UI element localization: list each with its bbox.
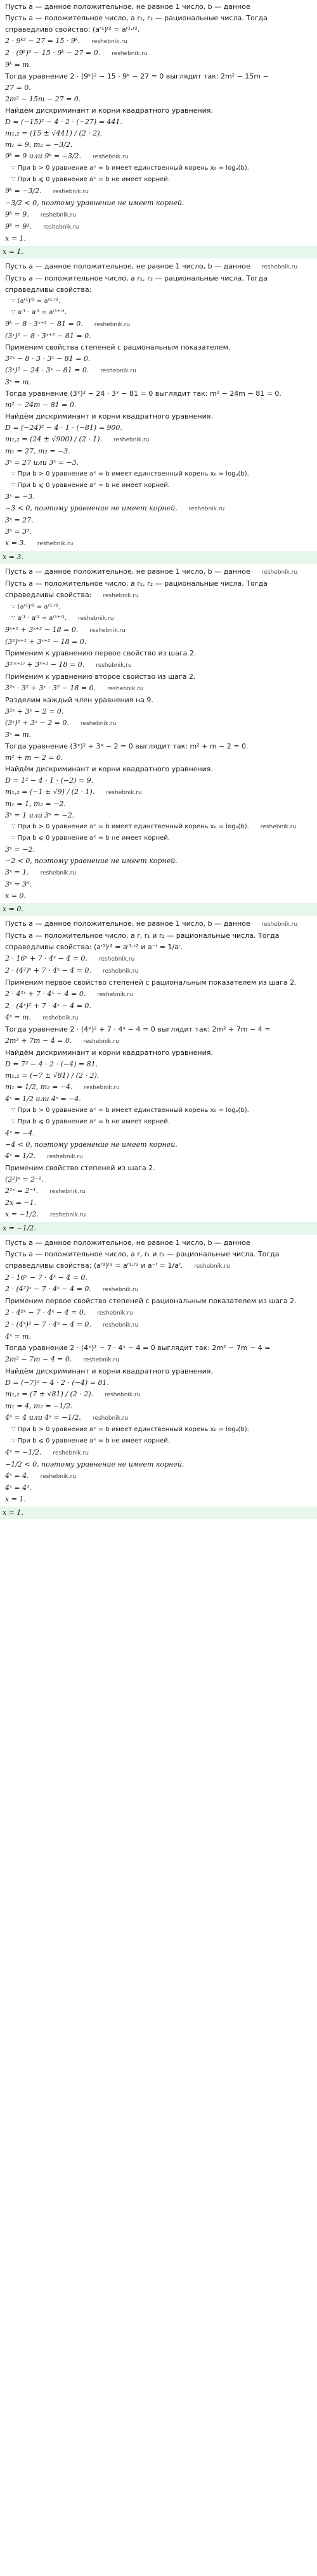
math-line [5,366,312,376]
line-text: справедливы свойства: (aʳ¹)ʳ² = aʳ¹·ʳ² и a⁻ʳ = 1/aʳ. [5,1261,183,1270]
math-line [5,990,312,999]
math-line [5,447,312,456]
text-line [5,931,312,940]
line-text: 2 · 16ˣ − 7 · 4ˣ − 4 = 0. [5,1273,87,1282]
line-text: 2 · 16ˣ + 7 · 4ˣ − 4 = 0. [5,954,87,963]
math-line [5,731,312,740]
text-line [5,696,312,705]
line-text: Найдём дискриминант и корни квадратного уравнения. [5,106,213,115]
watermark-text: reshebnik.ru [102,1322,139,1329]
watermark-text: reshebnik.ru [102,1287,139,1293]
text-line [5,412,312,421]
line-text: Пусть a — данное положительное, не равное 1 число, b — данное [5,919,250,928]
line-text: (2²)ˣ = 2⁻¹. [5,1175,44,1184]
line-text: x = 3. [3,553,23,561]
line-text: ∵ При b ⩽ 0 уравнение aˣ = b не имеет корней. [11,482,170,489]
math-line [5,1083,312,1092]
watermark-text: reshebnik.ru [92,1415,129,1422]
line-text: 2 · 4²ˣ + 7 · 4ˣ − 4 = 0. [5,990,86,998]
math-line [5,199,312,208]
line-text: m₁,₂ = (15 ± √441) / (2 · 2). [5,129,103,137]
math-line [5,61,312,70]
line-text: m₁ = 1, m₂ = −2. [5,800,66,808]
line-text: 2x = −1. [5,1199,37,1207]
hint-line [5,164,312,173]
hint-line [5,1106,312,1115]
line-text: m₁ = 1/2, m₂ = −4. [5,1083,73,1091]
watermark-text: reshebnik.ru [98,956,135,963]
math-line [5,1402,312,1411]
line-text: Пусть a — данное положительное, не равное 1 число, b — данное [5,262,250,270]
line-text: 4ˣ = 4 или 4ˣ = −1/2. [5,1413,81,1422]
line-text: D = (−15)² − 4 · 2 · (−27) = 441. [5,118,122,126]
line-text: 4ˣ = −1/2. [5,1448,42,1456]
watermark-text: reshebnik.ru [37,541,74,547]
math-line [5,378,312,387]
watermark-text: reshebnik.ru [93,154,129,160]
line-text: m² − 24m − 81 = 0. [5,401,77,409]
text-line [5,262,312,272]
math-line [5,1320,312,1330]
watermark-text: reshebnik.ru [89,628,126,634]
line-text: D = (−7)² − 4 · 2 · (−4) = 81. [5,1379,109,1387]
line-text: Применим к уравнению первое свойство из шага 2. [5,649,197,657]
line-text: ∵ При b > 0 уравнение aˣ = b имеет единственный корень x₀ = logₐ(b). [11,165,249,172]
watermark-text: reshebnik.ru [261,264,298,270]
line-text: Применим свойства степеней с рациональным показателем. [5,343,231,351]
watermark-text: reshebnik.ru [83,1039,119,1045]
line-text: 3ˣ = 1. [5,868,29,876]
line-text: Пусть a — данное положительное, не равное 1 число, b — данное [5,567,250,576]
math-line [5,1472,312,1481]
watermark-text: reshebnik.ru [49,1189,86,1195]
line-text: m₁,₂ = (−1 ± √9) / (2 · 1). [5,788,95,796]
math-line [5,527,312,536]
line-text: Применим первое свойство степеней с рациональным показателем из шага 2. [5,1297,297,1305]
text-line [5,25,312,34]
math-line [5,84,312,92]
line-text: −3 < 0, поэтому уравнение не имеет корней. [5,504,178,512]
line-text: 3²ˣ · 3² + 3ˣ · 3² − 18 = 0. [5,684,96,692]
hint-line [5,614,312,623]
watermark-text: reshebnik.ru [261,569,298,576]
math-line [5,435,312,445]
watermark-text: reshebnik.ru [43,224,79,230]
line-text: 4ˣ = 1/2 или 4ˣ = −4. [5,1095,81,1103]
line-text: Разделим каждый член уравнения на 9. [5,696,153,704]
line-text: ∵ При b > 0 уравнение aˣ = b имеет единственный корень x₀ = logₐ(b). [11,1426,249,1433]
line-text: Тогда уравнение 2 · (9ᵏ)² − 15 · 9ᵏ − 27 = 0 выглядит так: 2m² − 15m − [5,72,269,80]
watermark-text: reshebnik.ru [49,1212,86,1218]
math-line [5,1210,312,1220]
hint-line [5,175,312,184]
text-line [5,72,312,81]
math-line [5,424,312,432]
math-line [5,880,312,889]
math-line [5,1140,312,1149]
line-text: Применим свойство степеней из шага 2. [5,1164,155,1172]
math-line [5,626,312,635]
watermark-text: reshebnik.ru [112,51,148,57]
math-line [5,788,312,797]
text-line [5,765,312,774]
watermark-text: reshebnik.ru [80,721,117,727]
line-text: справедливо свойство: (aʳ¹)ʳ² = aʳ¹·ʳ². [5,25,140,34]
line-text: 9ᵏ = m. [5,61,32,69]
line-text: (3²)ˣ⁺¹ + 3ˣ⁺² − 18 = 0. [5,638,87,646]
text-line [5,919,312,929]
line-text: 3ˣ = 3³. [5,527,32,536]
math-line [5,1187,312,1196]
line-text: m₁,₂ = (7 ± √81) / (2 · 2). [5,1390,94,1398]
line-text: x = −1/2. [5,1210,39,1218]
line-text: 2 · (4ˣ)² − 7 · 4ˣ − 4 = 0. [5,1320,91,1329]
hint-line [5,297,312,306]
watermark-text: reshebnik.ru [97,992,133,998]
math-line [5,719,312,728]
watermark-text: reshebnik.ru [53,189,89,195]
line-text: 2m² − 7m − 4 = 0. [5,1355,72,1363]
line-text: ∵ aʳ¹ · aʳ² = aʳ¹⁺ʳ². [11,615,67,622]
watermark-text: reshebnik.ru [261,921,298,928]
line-text: Пусть a — положительное число, а r, r₁ и r₂ — рациональные числа. Тогда [5,931,280,940]
line-text: Найдём дискриминант и корни квадратного уравнения. [5,412,213,420]
text-line [5,742,312,751]
answer-line [0,1222,317,1235]
line-text: 2 · (4ˣ)² + 7 · 4ˣ − 4 = 0. [5,1002,91,1010]
line-text: ∵ При b ⩽ 0 уравнение aˣ = b не имеет корней. [11,176,170,183]
line-text: ∵ (aʳ¹)ʳ² = aʳ¹·ʳ². [11,603,61,610]
watermark-text: reshebnik.ru [40,212,77,218]
line-text: 2 · 9ᵏ² − 27 = 15 · 9ᵏ. [5,37,81,45]
line-text: 2 · 4²ˣ − 7 · 4ˣ − 4 = 0. [5,1308,86,1316]
line-text: 3²ˣ + 3ˣ − 2 = 0. [5,707,64,716]
math-line [5,892,312,900]
text-line [5,943,312,952]
line-text: справедливы свойства: [5,286,92,294]
math-line [5,1013,312,1023]
line-text: (3ˣ)² − 24 · 3ˣ − 81 = 0. [5,366,89,374]
line-text: ∵ При b ⩽ 0 уравнение aˣ = b не имеет корней. [11,835,170,842]
math-line [5,222,312,232]
watermark-text: reshebnik.ru [102,968,139,975]
line-text: 9ᵏ = −3/2. [5,187,42,195]
line-text: Тогда уравнение 2 · (4ˣ)² − 7 · 4ˣ − 4 = 0 выглядит так: 2m² − 7m − 4 = [5,1344,271,1352]
text-line [5,286,312,294]
line-text: 3²ˣ − 8 · 3 · 3ˣ − 81 = 0. [5,355,91,363]
line-text: (3ˣ)² − 8 · 3ˣ⁺² − 81 = 0. [5,332,91,340]
math-line [5,1448,312,1458]
line-text: D = 1² − 4 · 1 · (−2) = 9. [5,776,94,785]
text-line [5,3,312,11]
line-text: D = (−24)² − 4 · 1 · (−81) = 900. [5,424,122,432]
math-line [5,401,312,410]
line-text: Пусть a — положительное число, а r, r₁ и r₂ — рациональные числа. Тогда [5,1250,280,1258]
math-line [5,1285,312,1294]
math-line [5,954,312,964]
line-text: Тогда уравнение (3ˣ)² + 3ˣ − 2 = 0 выглядит так: m² + m − 2 = 0. [5,742,249,750]
math-line [5,845,312,854]
line-text: ∵ При b ⩽ 0 уравнение aˣ = b не имеет корней. [11,1437,170,1444]
line-text: Найдём дискриминант и корни квадратного уравнения. [5,1367,213,1375]
watermark-text: reshebnik.ru [260,824,297,830]
math-line [5,811,312,820]
text-line [5,672,312,681]
line-text: ∵ aʳ¹ · aʳ² = aʳ¹⁺ʳ². [11,309,67,316]
watermark-text: reshebnik.ru [83,1357,119,1363]
math-line [5,868,312,878]
answer-line [0,551,317,564]
hint-line [5,470,312,479]
math-line [5,234,312,243]
text-line [5,1239,312,1247]
line-text: m₁,₂ = (24 ± √900) / (2 · 1). [5,435,103,443]
hint-line [5,603,312,612]
text-line [5,1367,312,1376]
math-line [5,129,312,138]
watermark-text: reshebnik.ru [105,1392,141,1398]
line-text: ∵ (aʳ¹)ʳ² = aʳ¹·ʳ². [11,298,61,305]
math-line [5,210,312,220]
watermark-text: reshebnik.ru [94,322,131,328]
line-text: 9ᵏ − 8 · 3ˣ⁺² − 81 = 0. [5,320,83,328]
line-text: x = 0. [5,892,26,900]
math-line [5,355,312,363]
math-line [5,95,312,104]
line-text: 3ˣ = −2. [5,845,35,854]
line-text: m² + m − 2 = 0. [5,754,63,762]
line-text: x = 0. [3,905,23,913]
line-text: 3ˣ = −3. [5,493,35,501]
line-text: 3ˣ = 3⁰. [5,880,32,888]
watermark-text: reshebnik.ru [91,39,127,45]
line-text: 2²ˣ = 2⁻¹. [5,1187,39,1195]
line-text: 2m² + 7m − 4 = 0. [5,1037,72,1045]
line-text: Применим первое свойство степеней с рациональным показателем из шага 2. [5,978,297,987]
watermark-text: reshebnik.ru [40,1474,76,1480]
math-line [5,37,312,46]
line-text: 2 · (4²)ˣ − 7 · 4ˣ − 4 = 0. [5,1285,91,1293]
hint-line [5,1437,312,1446]
hint-line [5,481,312,490]
line-text: 2 · (9ᵏ)² − 15 · 9ᵏ − 27 = 0. [5,49,101,57]
math-line [5,504,312,514]
hint-line [5,823,312,831]
line-text: ∵ При b > 0 уравнение aˣ = b имеет единственный корень x₀ = logₐ(b). [11,470,249,477]
math-line [5,1060,312,1069]
line-text: −2 < 0, поэтому уравнение не имеет корней. [5,857,178,865]
line-text: Пусть a — положительное число, а r₁, r₂ — рациональные числа. Тогда [5,14,268,22]
math-line [5,1002,312,1011]
line-text: D = 7² − 4 · 2 · (−4) = 81. [5,1060,98,1068]
watermark-text: reshebnik.ru [47,1154,83,1160]
line-text: −1/2 < 0, поэтому уравнение не имеет корней. [5,1460,184,1468]
line-text: x = 1. [3,248,23,256]
line-text: m₁ = 4, m₂ = −1/2. [5,1402,73,1410]
answer-line [0,246,317,258]
line-text: Пусть a — положительное число, а r₁, r₂ — рациональные числа. Тогда [5,274,268,282]
watermark-text: reshebnik.ru [107,686,143,692]
math-line [5,49,312,58]
line-text: x = −1/2. [3,1224,36,1232]
math-line [5,707,312,716]
watermark-text: reshebnik.ru [97,1310,133,1316]
watermark-text: reshebnik.ru [96,662,132,669]
text-line [5,567,312,577]
line-text: справедливы свойства: (aʳ¹)ʳ² = aʳ¹·ʳ² и a⁻ʳ = 1/aʳ. [5,943,183,951]
math-line [5,516,312,525]
math-line [5,1332,312,1341]
text-line [5,274,312,283]
math-line [5,857,312,866]
text-line [5,1049,312,1058]
watermark-text: reshebnik.ru [194,1263,230,1270]
line-text: x = 1. [3,1508,23,1517]
line-text: x = 3. [5,539,26,547]
line-text: ∵ При b > 0 уравнение aˣ = b имеет единственный корень x₀ = logₐ(b). [11,1107,249,1114]
math-line [5,1495,312,1504]
math-line [5,966,312,976]
line-text: 3ˣ = m. [5,378,32,386]
math-line [5,320,312,329]
line-text: 3ˣ = 27. [5,516,34,524]
line-text: 3²⁽ˣ⁺¹⁾ + 3ˣ⁺² − 18 = 0. [5,660,85,669]
answer-line [0,1506,317,1519]
watermark-text: reshebnik.ru [53,1450,89,1456]
text-line [5,1297,312,1306]
math-line [5,1484,312,1493]
line-text: 3ˣ = 27 или 3ˣ = −3. [5,458,79,467]
text-line [5,1250,312,1259]
math-line [5,493,312,502]
line-text: Пусть a — данное положительное, не равное 1 число, b — данное [5,3,250,11]
math-line [5,1095,312,1104]
math-line [5,1413,312,1423]
math-line [5,1152,312,1161]
line-text: 9ᵏ = 9. [5,210,29,218]
line-text: m₁ = 9, m₂ = −3/2. [5,141,73,149]
line-text: m₁,₂ = (−7 ± √81) / (2 · 2). [5,1071,100,1080]
math-line [5,1390,312,1399]
text-line [5,1025,312,1034]
line-text: 4ˣ = m. [5,1332,32,1341]
text-line [5,579,312,588]
line-text: 2 · (4²)ˣ + 7 · 4ˣ − 4 = 0. [5,966,91,975]
math-line [5,754,312,762]
line-text: справедливы свойства: [5,591,92,599]
math-line [5,638,312,647]
line-text: 4ˣ = −4. [5,1129,35,1137]
text-line [5,978,312,987]
answer-line [0,903,317,916]
line-text: Пусть a — положительное число, а r₁, r₂ — рациональные числа. Тогда [5,579,268,588]
line-text: 4ˣ = 4¹. [5,1484,32,1492]
text-line [5,106,312,115]
line-text: 27 = 0. [5,84,31,92]
math-line [5,1460,312,1469]
line-text: 4ˣ = 1/2. [5,1152,36,1160]
text-line [5,14,312,23]
math-line [5,1071,312,1080]
watermark-text: reshebnik.ru [188,506,225,512]
line-text: −4 < 0, поэтому уравнение не имеет корней. [5,1140,178,1149]
line-text: 3ˣ = 1 или 3ˣ = −2. [5,811,75,819]
line-text: Пусть a — данное положительное, не равное 1 число, b — данное [5,1239,250,1247]
line-text: x = 1. [5,1495,26,1503]
math-line [5,1129,312,1138]
text-line [5,343,312,352]
math-line [5,1308,312,1318]
math-line [5,684,312,693]
line-text: Применим к уравнению второе свойство из шага 2. [5,672,196,681]
line-text: 9ᵏ = 9¹. [5,222,32,230]
math-line [5,800,312,809]
math-line [5,1175,312,1184]
hint-line [5,1425,312,1434]
hint-line [5,1118,312,1127]
watermark-text: reshebnik.ru [42,1015,79,1021]
line-text: 2m² − 15m − 27 = 0. [5,95,81,103]
text-line [5,591,312,600]
line-text: 9ˣ⁺¹ + 3ˣ⁺² − 18 = 0. [5,626,79,634]
math-line [5,1199,312,1208]
hint-line [5,308,312,317]
watermark-text: reshebnik.ru [78,616,114,622]
line-text: ∵ При b > 0 уравнение aˣ = b имеет единственный корень x₀ = logₐ(b). [11,823,249,830]
math-line [5,776,312,785]
watermark-text: reshebnik.ru [106,790,142,796]
text-line [5,1164,312,1173]
math-line [5,332,312,341]
line-text: 4ˣ = 4. [5,1472,29,1480]
math-line [5,539,312,548]
watermark-text: reshebnik.ru [103,593,139,599]
math-line [5,1037,312,1046]
math-line [5,187,312,196]
line-text: Найдём дискриминант и корни квадратного уравнения. [5,1049,213,1057]
text-line [5,1344,312,1353]
hint-line [5,834,312,843]
math-line [5,458,312,467]
text-line [5,1261,312,1271]
line-text: ∵ При b ⩽ 0 уравнение aˣ = b не имеет корней. [11,1118,170,1125]
watermark-text: reshebnik.ru [84,1085,120,1091]
math-line [5,141,312,149]
line-text: 3ˣ = m. [5,731,32,739]
text-line [5,389,312,398]
math-line [5,660,312,670]
line-text: Тогда уравнение (3ˣ)² − 24 · 3ˣ − 81 = 0 выглядит так: m² − 24m − 81 = 0. [5,389,281,398]
math-line [5,152,312,161]
text-line [5,649,312,658]
line-text: Найдём дискриминант и корни квадратного уравнения. [5,765,213,773]
watermark-text: reshebnik.ru [40,870,76,876]
math-line [5,1379,312,1387]
math-line [5,118,312,127]
watermark-text: reshebnik.ru [113,437,150,443]
line-text: m₁ = 27, m₂ = −3. [5,447,70,455]
line-text: x = 1. [5,234,26,243]
line-text: 4ˣ = m. [5,1013,32,1021]
math-line [5,1273,312,1282]
line-text: 9ᵏ = 9 или 9ᵏ = −3/2. [5,152,82,160]
line-text: (3ˣ)² + 3ˣ − 2 = 0. [5,719,69,727]
math-line [5,1355,312,1365]
line-text: −3/2 < 0, поэтому уравнение не имеет корней. [5,199,184,207]
watermark-text: reshebnik.ru [100,368,136,374]
line-text: Тогда уравнение 2 · (4ˣ)² + 7 · 4ˣ − 4 = 0 выглядит так: 2m² + 7m − 4 = [5,1025,271,1033]
